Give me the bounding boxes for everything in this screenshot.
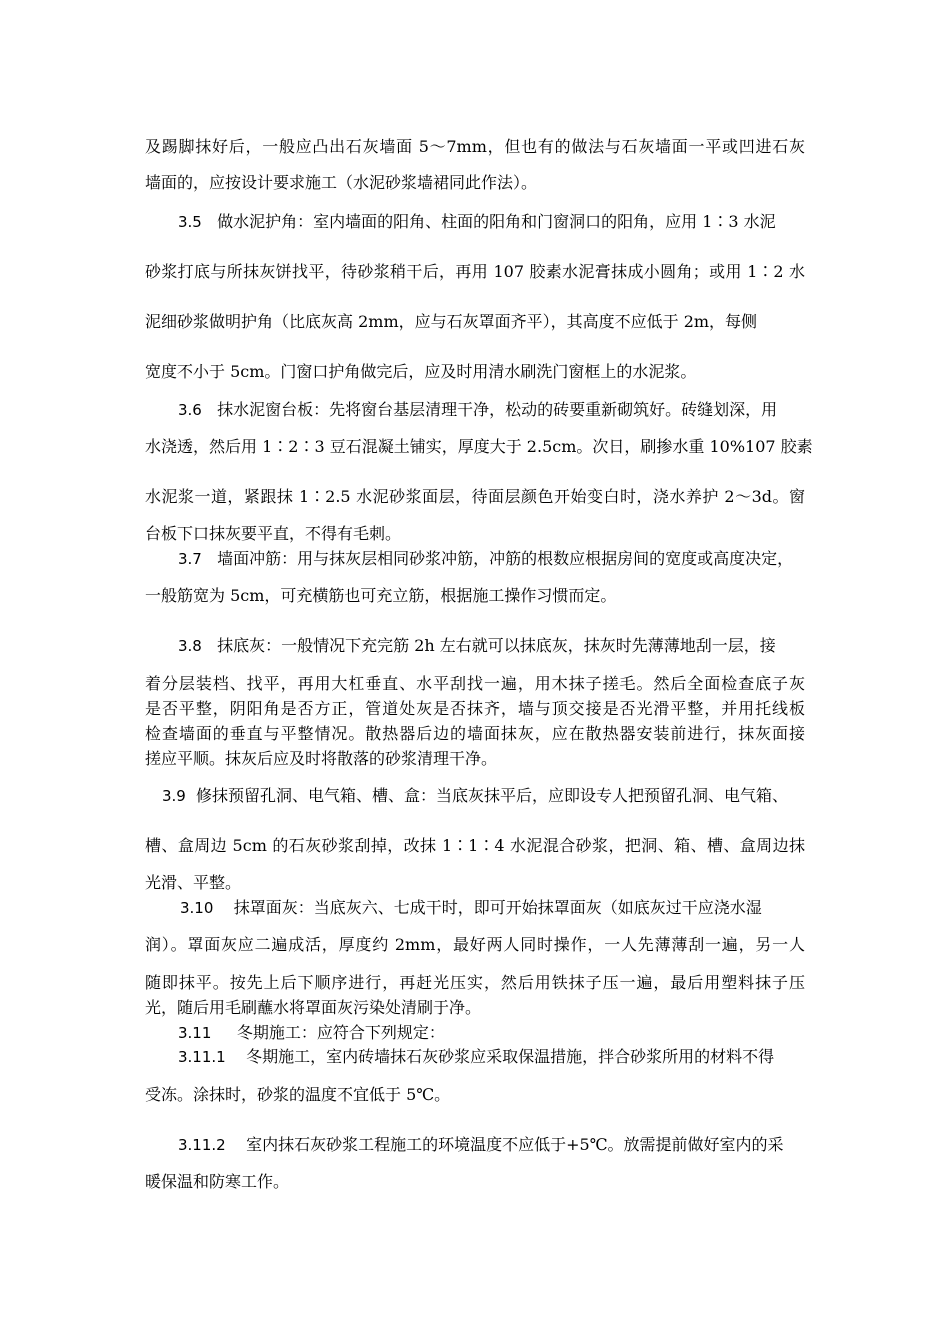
paragraph-3-8-first-line [178,636,776,656]
text-line: 砂浆打底与所抹灰饼找平，待砂浆稍干后，再用 107 胶素水泥膏抹成小圆角；或用 1∶2 水 [145,262,805,281]
paragraph-text: 修抹预留孔洞、电气箱、槽、盒：当底灰抹平后，应即设专人把预留孔洞、电气箱、 [196,786,789,805]
paragraph-3-10-first-line [180,898,762,918]
paragraph-3-9-first-line [162,786,788,806]
text-line: 光滑、平整。 [145,873,242,892]
section-number: 3.7 [178,550,202,568]
text-line: 受冻。涂抹时，砂浆的温度不宜低于 5℃。 [145,1085,451,1104]
text-line: 泥细砂浆做明护角（比底灰高 2mm，应与石灰罩面齐平），其高度不应低于 2m，每侧 [145,312,758,331]
text-line: 是否平整，阴阳角是否方正，管道处灰是否抹齐，墙与顶交接是否光滑平整，并用托线板 [145,699,805,718]
text-line: 水泥浆一道，紧跟抹 1∶2.5 水泥砂浆面层，待面层颜色开始变白时，浇水养护 2～3d。窗 [145,487,805,506]
text-line: 搓应平顺。抹灰后应及时将散落的砂浆清理干净。 [145,749,498,768]
paragraph-3-5-first-line [178,212,776,232]
section-number: 3.11.1 [178,1048,226,1066]
section-number: 3.5 [178,213,202,231]
text-line: 检查墙面的垂直与平整情况。散热器后边的墙面抹灰，应在散热器安装前进行，抹灰面接 [145,724,805,743]
text-line: 及踢脚抹好后，一般应凸出石灰墙面 5～7mm，但也有的做法与石灰墙面一平或凹进石灰 [145,137,805,156]
paragraph-text: 抹底灰：一般情况下充完筋 2h 左右就可以抹底灰，抹灰时先薄薄地刮一层，接 [217,636,776,655]
text-line: 随即抹平。按先上后下顺序进行，再赶光压实，然后用铁抹子压一遍，最后用塑料抹子压 [145,973,805,992]
paragraph-3-11-first-line [178,1023,445,1043]
paragraph-text: 室内抹石灰砂浆工程施工的环境温度不应低于+5℃。放需提前做好室内的采 [246,1135,784,1154]
text-line: 宽度不小于 5cm。门窗口护角做完后，应及时用清水刷洗门窗框上的水泥浆。 [145,362,697,381]
text-line: 水浇透，然后用 1∶2∶3 豆石混凝土铺实，厚度大于 2.5cm。次日，刷掺水重 10%107 胶素 [145,437,813,456]
paragraph-3-11-1-first-line [178,1047,774,1067]
paragraph-3-11-2-first-line [178,1135,784,1155]
text-line: 着分层装档、找平，再用大杠垂直、水平刮找一遍，用木抹子搓毛。然后全面检查底子灰 [145,674,805,693]
text-line: 墙面的，应按设计要求施工（水泥砂浆墙裙同此作法）。 [145,173,538,192]
section-number: 3.6 [178,401,202,419]
paragraph-text: 抹罩面灰：当底灰六、七成干时，即可开始抹罩面灰（如底灰过干应浇水湿 [233,898,762,917]
text-line: 光，随后用毛刷蘸水将罩面灰污染处清刷于净。 [145,998,482,1017]
section-number: 3.11 [178,1024,212,1042]
paragraph-3-7-first-line [178,549,793,569]
text-line: 槽、盒周边 5cm 的石灰砂浆刮掉，改抹 1∶1∶4 水泥混合砂浆，把洞、箱、槽、盒周边抹 [145,836,805,855]
paragraph-text: 抹水泥窗台板：先将窗台基层清理干净，松动的砖要重新砌筑好。砖缝划深，用 [217,400,778,419]
section-number: 3.11.2 [178,1136,226,1154]
text-line: 一般筋宽为 5cm，可充横筋也可充立筋，根据施工操作习惯而定。 [145,586,617,605]
paragraph-text: 做水泥护角：室内墙面的阳角、柱面的阳角和门窗洞口的阳角，应用 1∶3 水泥 [217,212,776,231]
paragraph-text: 冬期施工：应符合下列规定： [236,1023,445,1042]
section-number: 3.8 [178,637,202,655]
paragraph-text: 墙面冲筋：用与抹灰层相同砂浆冲筋，冲筋的根数应根据房间的宽度或高度决定， [217,549,794,568]
paragraph-3-6-first-line [178,400,777,420]
paragraph-text: 冬期施工，室内砖墙抹石灰砂浆应采取保温措施，拌合砂浆所用的材料不得 [246,1047,775,1066]
text-line: 台板下口抹灰要平直，不得有毛刺。 [145,524,402,543]
text-line: 暖保温和防寒工作。 [145,1172,290,1191]
text-line: 润）。罩面灰应二遍成活，厚度约 2mm，最好两人同时操作，一人先薄薄刮一遍，另一人 [145,935,805,954]
section-number: 3.9 [162,787,186,805]
section-number: 3.10 [180,899,214,917]
